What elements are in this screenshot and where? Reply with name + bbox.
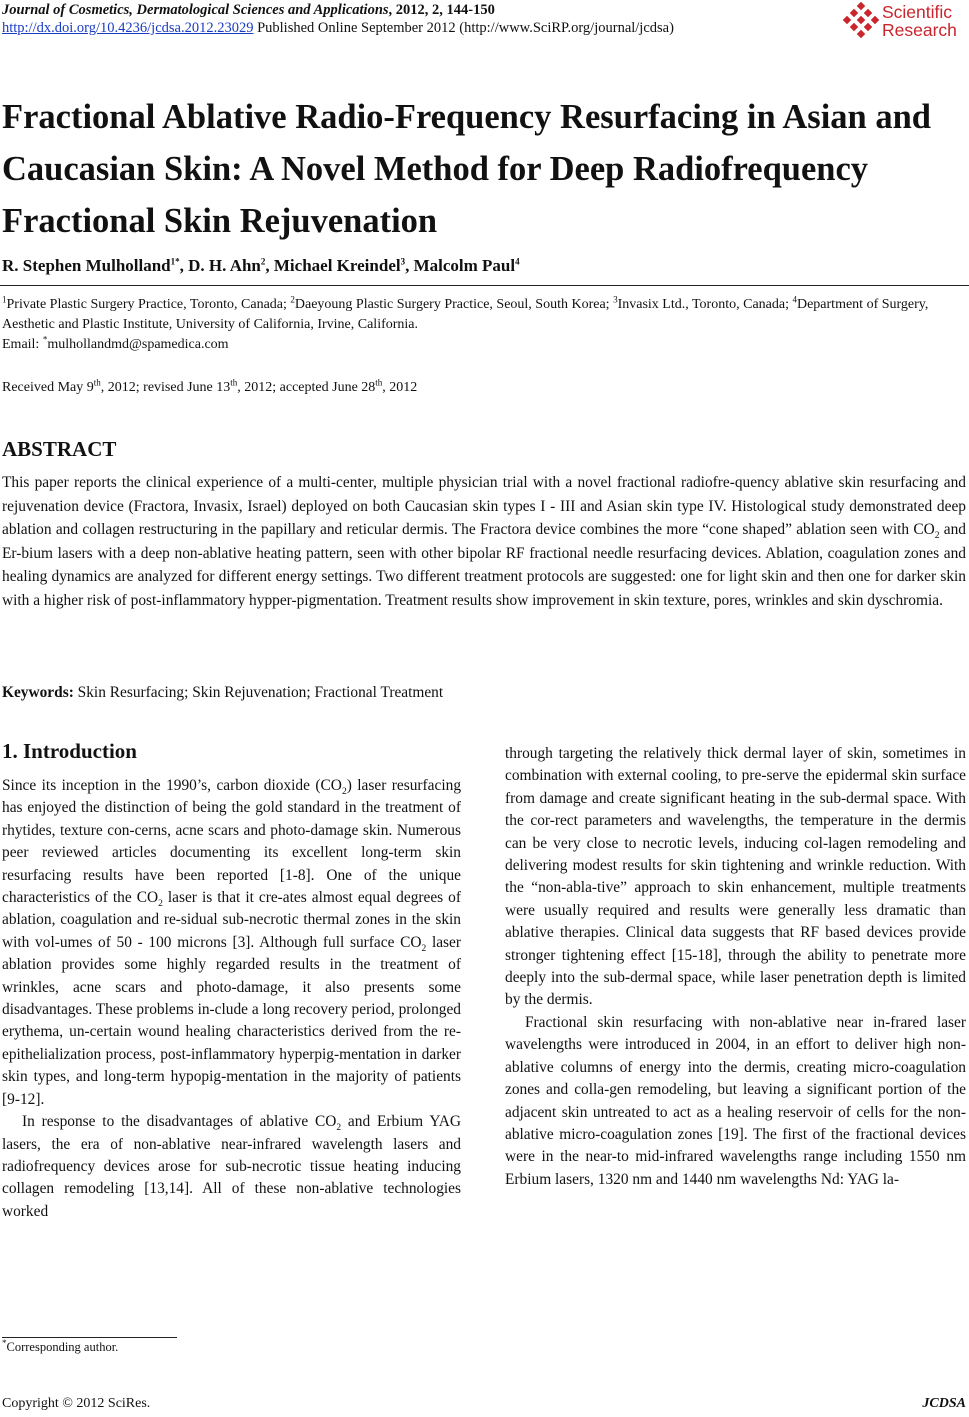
- logo-mark-icon: [842, 2, 880, 40]
- affiliation-text: Invasix Ltd., Toronto, Canada;: [617, 297, 793, 312]
- author-affiliation-mark: 1*: [170, 256, 180, 267]
- journal-abbreviation: JCDSA: [922, 1396, 966, 1411]
- author-separator: ,: [265, 256, 274, 275]
- year-text: , 2012: [382, 380, 418, 395]
- section-heading-introduction: 1. Introduction: [2, 739, 137, 763]
- abstract-text: This paper reports the clinical experience of a multi-center, multiple physician trial with a novel fractional radiofre-quency ablative skin resurfacing and rejuvenation device (Fractora, Invasix, Israel) deployed on both Caucasian skin types I - III and Asian skin type IV. Histological study demonstrated deep ablation and collagen restructuring in the papillary and reticular dermis. The Fractora device combines the more “cone shaped” ablation seen with CO: [2, 474, 966, 538]
- affiliation-mark: 4: [792, 294, 797, 305]
- paragraph-text: laser ablation provides some highly regarded results in the treatment of wrinkles, acne scars and photo-damage, it also presents some disadvantages. These problems in-clude a long recovery period, prolonged erythema, un-certain wound healing characteristics derived from the re-epithelialization process, post-inflammatory hyperpig-mentation in darker skin types, and long-term hypopig-mentation in the majority of patients [9-12].: [2, 933, 461, 1108]
- keywords: [2, 684, 443, 702]
- author-separator: ,: [179, 256, 189, 275]
- journal-header: [2, 2, 495, 19]
- right-column: [505, 743, 966, 1191]
- ordinal-suffix: th: [230, 377, 238, 388]
- abstract-body: [2, 471, 966, 612]
- journal-citation: , 2012, 2, 144-150: [388, 2, 495, 18]
- subscript: 2: [336, 1123, 342, 1134]
- email-mark: *: [42, 334, 48, 345]
- affiliation-text: Department of Surgery, Aesthetic and Plastic Institute, University of California, Irvine, California.: [2, 297, 929, 332]
- ordinal-suffix: th: [93, 377, 101, 388]
- doi-link[interactable]: http://dx.doi.org/10.4236/jcdsa.2012.23029: [2, 20, 254, 36]
- paragraph-text: laser is that it cre-ates almost equal degrees of ablation, coagulation and re-sidual sub-necrotic thermal zones in the skin with vol-umes of 50 - 100 microns [3]. Although full surface CO: [2, 889, 462, 951]
- subscript: 2: [158, 899, 163, 910]
- keywords-label: Keywords:: [2, 684, 74, 701]
- abstract-heading: ABSTRACT: [2, 437, 117, 461]
- affiliation-mark: 3: [613, 294, 618, 305]
- revised-text: , 2012; revised June 13: [100, 380, 231, 395]
- author-affiliation-mark: 2: [260, 256, 266, 267]
- paragraph-text: ) laser resurfacing has enjoyed the distinction of being the gold standard in the treatment of rhytides, texture con-cerns, acne scars and photo-damage skin. Numerous peer reviewed articles documenting its excellent long-term skin resurfacing results have been reported [1-8]. One of the unique characteristics of the CO: [2, 777, 462, 907]
- scientific-research-logo: [842, 0, 968, 42]
- affiliation-text: Private Plastic Surgery Practice, Toronto, Canada;: [6, 297, 291, 312]
- subscript: 2: [421, 943, 427, 954]
- author-affiliation-mark: 3: [400, 256, 406, 267]
- journal-name: Journal of Cosmetics, Dermatological Sciences and Applications: [2, 2, 389, 18]
- received-text: Received May 9: [2, 380, 94, 395]
- paragraph-text: and Erbium YAG lasers, the era of non-ablative near-infrared wavelength lasers and radiofrequency devices arose for sub-necrotic tissue heating inducing collagen remodeling [13,14]. All of these non-ablative technologies worked: [2, 1113, 462, 1220]
- footnote-text: Corresponding author.: [6, 1340, 119, 1354]
- paper-title: Fractional Ablative Radio-Frequency Resurfacing in Asian and Caucasian Skin: A Novel Method for Deep Radiofrequency Fractional Skin Rejuvenation: [2, 98, 931, 240]
- accepted-text: , 2012; accepted June 28: [237, 380, 376, 395]
- email-address[interactable]: mulhollandmd@spamedica.com: [47, 337, 229, 352]
- received-dates: [2, 377, 418, 396]
- ordinal-suffix: th: [375, 377, 383, 388]
- author-name: Malcolm Paul: [413, 256, 516, 275]
- paragraph-text: Since its inception in the 1990’s, carbon dioxide (CO: [2, 777, 342, 794]
- abstract-text: and Er-bium lasers with a deep non-ablative heating pattern, seen with other bipolar RF fractional needle resurfacing devices. Ablation, coagulation zones and healing dynamics are analyzed for different energy settings. Two different treatment protocols are suggested: one for light skin and then one for darker skin with a higher risk of post-inflammatory hypper-pigmentation. Treatment results show improvement in skin texture, pores, wrinkles and skin dyschromia.: [2, 521, 966, 609]
- author-name: Michael Kreindel: [273, 256, 401, 275]
- author-name: R. Stephen Mulholland: [2, 256, 171, 275]
- logo-word-scientific: Scientific: [882, 2, 953, 22]
- paragraph-text: In response to the disadvantages of ablative CO: [22, 1113, 337, 1131]
- affiliation-text: Daeyoung Plastic Surgery Practice, Seoul, South Korea;: [294, 297, 614, 312]
- affiliation-mark: 2: [290, 294, 295, 305]
- copyright-notice: Copyright © 2012 SciRes.: [2, 1396, 151, 1411]
- footnote-mark: *: [2, 1337, 7, 1348]
- subscript: 2: [341, 787, 347, 798]
- logo-word-research: Research: [882, 20, 957, 40]
- footnote: [2, 1337, 119, 1355]
- header-divider: [0, 285, 969, 286]
- keywords-text: Skin Resurfacing; Skin Rejuvenation; Fractional Treatment: [73, 684, 444, 701]
- paragraph: through targeting the relatively thick dermal layer of skin, sometimes in combination with external cooling, to pre-serve the epidermal skin surface from damage and create significant heating in the sub-dermal space. With the cor-rect parameters and wavelengths, the temperature in the dermis can be very close to necrotic levels, inducing col-lagen remodeling and delivering modest results for skin tightening and wrinkle reduction. With the “non-abla-tive” approach to skin enhancement, multiple treatments were usually required and results were generally less dramatic than ablative therapies. Clinical data suggests that RF based devices provide stronger tightening effect [15-18], through the ability to penetrate more deeply into the sub-dermal space, while laser penetration depth is limited by the dermis.: [505, 745, 966, 1009]
- left-column: [2, 775, 461, 1223]
- paragraph: [2, 1111, 461, 1223]
- author-separator: ,: [405, 256, 414, 275]
- author-name: D. H. Ahn: [188, 256, 261, 275]
- publication-line: [2, 20, 674, 37]
- paragraph: Fractional skin resurfacing with non-ablative near in-frared laser wavelengths were introduced in 2004, in an effort to deliver high non-ablative columns of energy into the dermis, creating micro-coagulation zones and colla-gen remodeling, but leaving a significant portion of the adjacent skin untreated to act as a healing reservoir of cells for the non-ablative micro-coagulation zones [19]. The first of the fractional devices were in the near-to mid-infrared wavelengths range including 1550 nm Erbium lasers, 1320 nm and 1440 nm wavelengths Nd: YAG la-: [505, 1013, 966, 1188]
- author-list: [2, 256, 520, 276]
- published-online-text: Published Online September 2012 (http://www.SciRP.org/journal/jcdsa): [253, 20, 674, 36]
- subscript: 2: [934, 531, 940, 542]
- footnote-divider: [2, 1337, 177, 1338]
- paragraph: [2, 775, 461, 1111]
- author-affiliation-mark: 4: [515, 256, 520, 267]
- email-label: Email:: [2, 337, 43, 352]
- affiliation-mark: 1: [2, 294, 7, 305]
- affiliations: [2, 295, 967, 355]
